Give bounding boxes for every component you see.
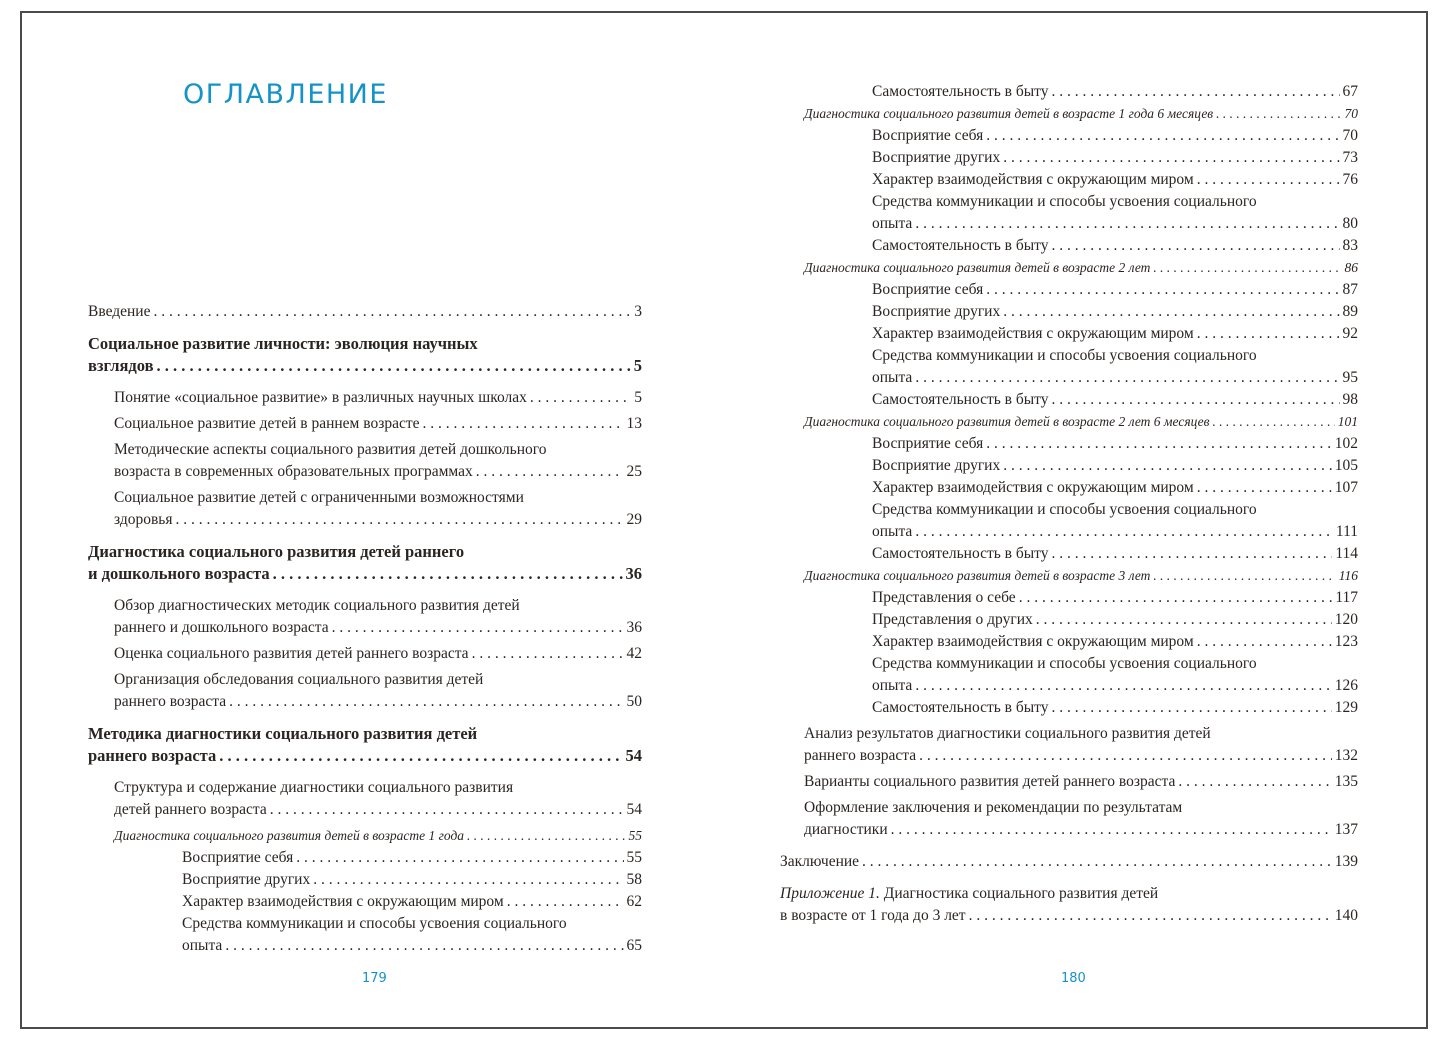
toc-entry-title: Восприятие других — [182, 871, 311, 888]
dot-leader — [862, 851, 1332, 873]
dot-leader — [915, 367, 1339, 389]
dot-leader — [296, 847, 623, 869]
toc-entry-page: 98 — [1342, 391, 1358, 408]
toc-entry-page: 62 — [626, 893, 642, 910]
toc-entry-page: 70 — [1342, 127, 1358, 144]
toc-entry[interactable] — [88, 439, 642, 483]
toc-entry-page: 5 — [633, 356, 642, 375]
dot-leader — [1153, 257, 1341, 279]
toc-entry[interactable] — [804, 477, 1358, 499]
toc-entry-title: Диагностика социального развития детей — [879, 885, 1159, 902]
toc-entry[interactable] — [804, 103, 1358, 125]
toc-entry-page: 83 — [1342, 237, 1358, 254]
toc-entry-title: раннего возраста — [804, 747, 917, 764]
toc-entry-page: 80 — [1342, 215, 1358, 232]
toc-entry-title: Оценка социального развития детей раннего возраста — [114, 645, 469, 662]
dot-leader — [1052, 389, 1340, 411]
toc-entry-title: Характер взаимодействия с окружающим миром — [872, 479, 1194, 496]
toc-entry-title-line1: Диагностика социального развития детей раннего — [88, 542, 465, 561]
toc-entry-page: 58 — [626, 871, 642, 888]
dot-leader — [229, 691, 623, 713]
toc-entry-page: 140 — [1334, 907, 1358, 924]
toc-entry-title-line1: Социальное развитие личности: эволюция научных — [88, 334, 478, 353]
toc-entry-title: Восприятие других — [872, 303, 1001, 320]
page-number-left: 179 — [362, 971, 387, 986]
toc-entry[interactable] — [88, 643, 642, 665]
dot-leader — [986, 279, 1339, 301]
toc-entry-page: 67 — [1342, 83, 1358, 100]
dot-leader — [1003, 147, 1339, 169]
dot-leader — [1019, 587, 1333, 609]
toc-entry[interactable] — [804, 771, 1358, 793]
toc-entry[interactable] — [804, 433, 1358, 455]
toc-entry-page: 36 — [626, 619, 642, 636]
dot-leader — [1197, 477, 1332, 499]
toc-entry[interactable] — [804, 543, 1358, 565]
toc-entry-title: детей раннего возраста — [114, 801, 267, 818]
toc-entry-page: 5 — [634, 389, 642, 406]
toc-entry[interactable] — [88, 913, 642, 957]
toc-entry[interactable] — [804, 797, 1358, 841]
toc-entry[interactable] — [804, 587, 1358, 609]
toc-entry-title: Восприятие других — [872, 149, 1001, 166]
toc-entry[interactable] — [88, 777, 642, 821]
toc-entry[interactable] — [88, 825, 642, 847]
dot-leader — [891, 819, 1332, 841]
toc-entry[interactable] — [88, 847, 642, 869]
dot-leader — [1178, 771, 1331, 793]
toc-entry[interactable] — [804, 323, 1358, 345]
toc-entry-title: Восприятие себя — [872, 435, 984, 452]
toc-entry[interactable] — [804, 411, 1358, 433]
toc-entry-page: 135 — [1334, 773, 1358, 790]
toc-entry-title: здоровья — [114, 511, 173, 528]
toc-entry[interactable] — [804, 723, 1358, 767]
toc-entry-page: 3 — [634, 303, 642, 320]
toc-entry-title-line1: Средства коммуникации и способы усвоения социального — [872, 347, 1257, 364]
toc-entry[interactable] — [804, 235, 1358, 257]
dot-leader — [273, 563, 623, 585]
toc-entry[interactable] — [804, 301, 1358, 323]
toc-entry-page: 50 — [626, 693, 642, 710]
toc-entry-page: 95 — [1342, 369, 1358, 386]
toc-entry-title: Восприятие себя — [872, 281, 984, 298]
dot-leader — [219, 745, 622, 767]
dot-leader — [1003, 455, 1332, 477]
toc-entry-prefix: Приложение 1. — [780, 885, 880, 902]
toc-entry-title: Восприятие себя — [182, 849, 294, 866]
dot-leader — [530, 387, 631, 409]
toc-entry-title: Социальное развитие детей в раннем возрасте — [114, 415, 420, 432]
toc-entry-title: Диагностика социального развития детей в возрасте 2 лет 6 месяцев — [804, 414, 1210, 429]
toc-entry-title: раннего возраста — [114, 693, 227, 710]
dot-leader — [467, 825, 625, 847]
toc-entry[interactable] — [804, 631, 1358, 653]
toc-entry-title: Характер взаимодействия с окружающим миром — [872, 633, 1194, 650]
toc-entry-title: опыта — [872, 369, 913, 386]
toc-entry-page: 42 — [626, 645, 642, 662]
toc-entry-title: опыта — [872, 523, 913, 540]
dot-leader — [332, 617, 624, 639]
toc-entry[interactable] — [804, 81, 1358, 103]
toc-entry-title: Варианты социального развития детей раннего возраста — [804, 773, 1176, 790]
toc-entry-page: 123 — [1334, 633, 1358, 650]
toc-list-right — [780, 81, 1358, 927]
dot-leader — [986, 433, 1332, 455]
toc-entry-title: опыта — [182, 937, 223, 954]
toc-entry-title: опыта — [872, 215, 913, 232]
dot-leader — [1052, 235, 1340, 257]
dot-leader — [472, 643, 624, 665]
toc-entry-title-line1: Средства коммуникации и способы усвоения социального — [182, 915, 567, 932]
toc-entry-page: 89 — [1342, 303, 1358, 320]
toc-entry-page: 117 — [1335, 589, 1358, 606]
left-page — [22, 13, 722, 1027]
toc-entry-page: 114 — [1335, 545, 1358, 562]
toc-entry-page: 29 — [626, 511, 642, 528]
toc-entry[interactable] — [88, 301, 642, 323]
toc-entry-title: Характер взаимодействия с окружающим миром — [182, 893, 504, 910]
toc-entry-title-line1: Оформление заключения и рекомендации по результатам — [804, 799, 1183, 816]
toc-entry[interactable] — [804, 125, 1358, 147]
toc-entry[interactable] — [88, 723, 642, 767]
toc-entry[interactable] — [804, 191, 1358, 235]
toc-entry-page: 132 — [1334, 747, 1358, 764]
dot-leader — [919, 745, 1332, 767]
toc-entry-page: 86 — [1344, 260, 1358, 275]
toc-entry-title-line1: Средства коммуникации и способы усвоения социального — [872, 193, 1257, 210]
toc-entry-title-line1: Обзор диагностических методик социального развития детей — [114, 597, 520, 614]
dot-leader — [156, 355, 630, 377]
toc-entry[interactable] — [804, 653, 1358, 697]
toc-entry[interactable] — [88, 387, 642, 409]
dot-leader — [270, 799, 624, 821]
toc-entry[interactable] — [88, 595, 642, 639]
dot-leader — [915, 521, 1333, 543]
toc-entry[interactable] — [88, 891, 642, 913]
toc-entry-page: 139 — [1334, 853, 1358, 870]
toc-entry-title: Самостоятельность в быту — [872, 83, 1049, 100]
toc-entry-title: Восприятие других — [872, 457, 1001, 474]
dot-leader — [176, 509, 624, 531]
toc-entry-title-line1: Методические аспекты социального развития детей дошкольного — [114, 441, 547, 458]
toc-entry[interactable] — [88, 669, 642, 713]
toc-entry-title: Восприятие себя — [872, 127, 984, 144]
dot-leader — [1197, 323, 1340, 345]
toc-entry-title: Диагностика социального развития детей в возрасте 1 года — [114, 828, 465, 843]
toc-entry[interactable] — [88, 869, 642, 891]
toc-entry-page: 107 — [1334, 479, 1358, 496]
toc-entry[interactable] — [804, 455, 1358, 477]
toc-entry-title-line1: Социальное развитие детей с ограниченными возможностями — [114, 489, 524, 506]
toc-entry-title: Представления о других — [872, 611, 1033, 628]
toc-entry[interactable] — [804, 169, 1358, 191]
toc-entry-page: 92 — [1342, 325, 1358, 342]
toc-entry-page: 70 — [1344, 106, 1358, 121]
toc-entry[interactable] — [804, 697, 1358, 719]
dot-leader — [1036, 609, 1332, 631]
dot-leader — [986, 125, 1339, 147]
toc-entry-title-line1 — [780, 883, 1358, 905]
dot-leader — [1052, 697, 1332, 719]
toc-entry-page: 101 — [1337, 414, 1358, 429]
toc-entry[interactable] — [804, 499, 1358, 543]
dot-leader — [1153, 565, 1335, 587]
toc-entry[interactable] — [804, 389, 1358, 411]
toc-entry-title: Самостоятельность в быту — [872, 237, 1049, 254]
toc-entry-title: диагностики — [804, 821, 888, 838]
book-spread — [20, 11, 1428, 1029]
dot-leader — [1197, 631, 1332, 653]
toc-entry[interactable] — [804, 279, 1358, 301]
dot-leader — [476, 461, 624, 483]
toc-entry-title-line1: Анализ результатов диагностики социального развития детей — [804, 725, 1211, 742]
dot-leader — [1197, 169, 1340, 191]
toc-entry-title: в возрасте от 1 года до 3 лет — [780, 907, 966, 924]
toc-entry[interactable] — [804, 147, 1358, 169]
toc-entry-title: Диагностика социального развития детей в возрасте 3 лет — [804, 568, 1151, 583]
dot-leader — [225, 935, 623, 957]
toc-entry-title-line1: Структура и содержание диагностики социального развития — [114, 779, 514, 796]
toc-entry-title: Понятие «социальное развитие» в различных научных школах — [114, 389, 527, 406]
toc-entry-title: раннего возраста — [88, 746, 217, 765]
toc-entry-page: 36 — [625, 564, 642, 583]
dot-leader — [153, 301, 631, 323]
toc-entry[interactable] — [88, 413, 642, 435]
toc-entry-page: 87 — [1342, 281, 1358, 298]
toc-entry-title: Заключение — [780, 853, 860, 870]
toc-list-left — [88, 301, 642, 957]
toc-entry-page: 65 — [626, 937, 642, 954]
toc-entry-page: 137 — [1334, 821, 1358, 838]
toc-entry-title: Введение — [88, 303, 151, 320]
toc-entry-page: 76 — [1342, 171, 1358, 188]
toc-entry-page: 120 — [1334, 611, 1358, 628]
dot-leader — [1052, 81, 1340, 103]
toc-entry[interactable] — [88, 541, 642, 585]
toc-entry[interactable] — [780, 883, 1358, 927]
toc-entry[interactable] — [804, 257, 1358, 279]
dot-leader — [1052, 543, 1333, 565]
dot-leader — [915, 675, 1331, 697]
toc-entry-title: возраста в современных образовательных программах — [114, 463, 473, 480]
toc-entry[interactable] — [804, 609, 1358, 631]
dot-leader — [423, 413, 624, 435]
toc-entry-title-line1: Средства коммуникации и способы усвоения социального — [872, 501, 1257, 518]
toc-entry-title: взглядов — [88, 356, 154, 375]
page-title: ОГЛАВЛЕНИЕ — [183, 79, 388, 110]
toc-entry[interactable] — [780, 851, 1358, 873]
toc-entry[interactable] — [804, 565, 1358, 587]
dot-leader — [313, 869, 623, 891]
toc-entry-title: Представления о себе — [872, 589, 1016, 606]
toc-entry-title: и дошкольного возраста — [88, 564, 270, 583]
toc-entry-title-line1: Организация обследования социального развития детей — [114, 671, 484, 688]
toc-entry-title: опыта — [872, 677, 913, 694]
toc-entry-page: 102 — [1334, 435, 1358, 452]
toc-entry-title-line1: Средства коммуникации и способы усвоения социального — [872, 655, 1257, 672]
dot-leader — [969, 905, 1332, 927]
toc-entry-page: 54 — [626, 801, 642, 818]
toc-entry-title: Диагностика социального развития детей в возрасте 1 года 6 месяцев — [804, 106, 1214, 121]
toc-entry-title: Диагностика социального развития детей в возрасте 2 лет — [804, 260, 1151, 275]
dot-leader — [1216, 103, 1341, 125]
toc-entry-page: 126 — [1334, 677, 1358, 694]
toc-entry-page: 13 — [626, 415, 642, 432]
toc-entry-page: 55 — [626, 849, 642, 866]
toc-entry-page: 105 — [1334, 457, 1358, 474]
toc-entry-page: 55 — [628, 828, 642, 843]
toc-entry-title: Самостоятельность в быту — [872, 699, 1049, 716]
dot-leader — [1003, 301, 1339, 323]
toc-entry[interactable] — [88, 487, 642, 531]
toc-entry-page: 116 — [1338, 568, 1358, 583]
dot-leader — [507, 891, 624, 913]
dot-leader — [1213, 411, 1335, 433]
toc-entry-title: Самостоятельность в быту — [872, 545, 1049, 562]
toc-entry-title: Самостоятельность в быту — [872, 391, 1049, 408]
toc-entry-page: 73 — [1342, 149, 1358, 166]
toc-entry-title: Характер взаимодействия с окружающим миром — [872, 325, 1194, 342]
toc-entry[interactable] — [88, 333, 642, 377]
toc-entry-page: 111 — [1335, 523, 1358, 540]
page-number-right: 180 — [1061, 971, 1086, 986]
right-page — [722, 13, 1426, 1027]
toc-entry-page: 54 — [625, 746, 642, 765]
toc-entry-title: Характер взаимодействия с окружающим миром — [872, 171, 1194, 188]
toc-entry-title: раннего и дошкольного возраста — [114, 619, 329, 636]
toc-entry-title-line1: Методика диагностики социального развития детей — [88, 724, 478, 743]
toc-entry[interactable] — [804, 345, 1358, 389]
dot-leader — [915, 213, 1339, 235]
toc-entry-page: 25 — [626, 463, 642, 480]
toc-entry-page: 129 — [1334, 699, 1358, 716]
